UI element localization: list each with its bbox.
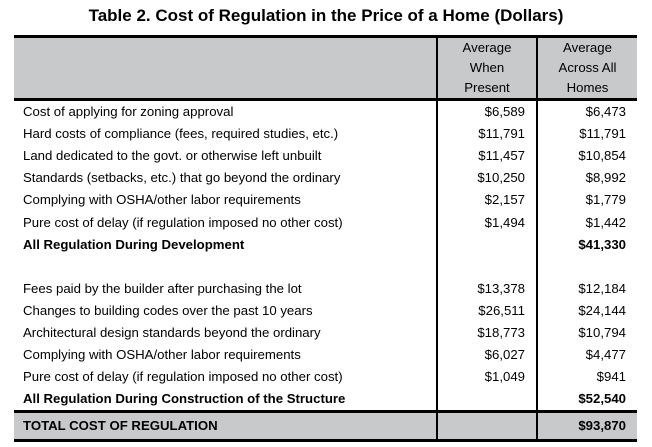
spacer-cell: [537, 256, 637, 278]
table-row: [14, 278, 637, 300]
row-label: Fees paid by the builder after purchasing the lot: [23, 280, 302, 296]
avg-across-all: $1,442: [537, 211, 637, 233]
total-avg-across-all: $93,870: [537, 412, 637, 441]
spacer-cell: [437, 256, 537, 278]
table-row: [14, 322, 637, 344]
header-avg-when-present: Average When Present: [437, 37, 537, 100]
avg-when-present: $1,049: [437, 366, 537, 388]
row-label: Complying with OSHA/other labor requirements: [23, 192, 301, 208]
row-label: Pure cost of delay (if regulation imposed no other cost): [23, 369, 343, 385]
table-row: [14, 211, 637, 233]
avg-when-present: $10,250: [437, 167, 537, 189]
table-row: [14, 167, 637, 189]
avg-across-all: $10,794: [537, 322, 637, 344]
table-row: [14, 145, 637, 167]
avg-across-all: $4,477: [537, 344, 637, 366]
total-avg-when-present: [437, 412, 537, 441]
row-label: Cost of applying for zoning approval: [23, 104, 234, 120]
spacer-row: [14, 256, 637, 278]
table-row: [14, 100, 637, 124]
table-title: Table 2. Cost of Regulation in the Price of a Home (Dollars): [88, 6, 564, 25]
avg-when-present: $1,494: [437, 211, 537, 233]
row-label: Pure cost of delay (if regulation imposed no other cost): [23, 214, 343, 230]
avg-when-present: $11,791: [437, 123, 537, 145]
avg-when-present: $11,457: [437, 145, 537, 167]
table-row: [14, 366, 637, 388]
row-label: Hard costs of compliance (fees, required studies, etc.): [23, 126, 339, 142]
avg-when-present: $18,773: [437, 322, 537, 344]
construction-subtotal-row: [14, 388, 637, 412]
cost-of-regulation-table: [14, 35, 637, 442]
header-avg-across-all-homes: Average Across All Homes: [537, 37, 637, 100]
avg-when-present: $13,378: [437, 278, 537, 300]
header-label-cell: [14, 37, 437, 100]
spacer-cell: [14, 256, 437, 278]
avg-across-all: $941: [537, 366, 637, 388]
avg-across-all: $52,540: [537, 388, 637, 412]
avg-across-all: $10,854: [537, 145, 637, 167]
development-subtotal-row: [14, 234, 637, 256]
table-row: [14, 123, 637, 145]
total-label: TOTAL COST OF REGULATION: [14, 412, 437, 441]
row-label: Changes to building codes over the past 10 years: [23, 302, 313, 318]
avg-when-present: $26,511: [437, 300, 537, 322]
total-row: [14, 412, 637, 441]
avg-across-all: $8,992: [537, 167, 637, 189]
row-label: Land dedicated to the govt. or otherwise left unbuilt: [23, 148, 322, 164]
avg-across-all: $6,473: [537, 100, 637, 124]
avg-across-all: $11,791: [537, 123, 637, 145]
avg-when-present: [437, 234, 537, 256]
row-label: Architectural design standards beyond the ordinary: [23, 324, 321, 340]
avg-across-all: $1,779: [537, 189, 637, 211]
row-label: Standards (setbacks, etc.) that go beyond the ordinary: [23, 170, 341, 186]
row-label: All Regulation During Construction of the Structure: [23, 391, 346, 407]
header-row: [14, 37, 637, 100]
avg-when-present: $6,589: [437, 100, 537, 124]
avg-when-present: $2,157: [437, 189, 537, 211]
row-label: All Regulation During Development: [23, 236, 245, 252]
table-row: [14, 300, 637, 322]
avg-across-all: $41,330: [537, 234, 637, 256]
avg-when-present: $6,027: [437, 344, 537, 366]
table-row: [14, 189, 637, 211]
avg-across-all: $12,184: [537, 278, 637, 300]
avg-across-all: $24,144: [537, 300, 637, 322]
avg-when-present: [437, 388, 537, 412]
row-label: Complying with OSHA/other labor requirements: [23, 346, 301, 362]
table-row: [14, 344, 637, 366]
